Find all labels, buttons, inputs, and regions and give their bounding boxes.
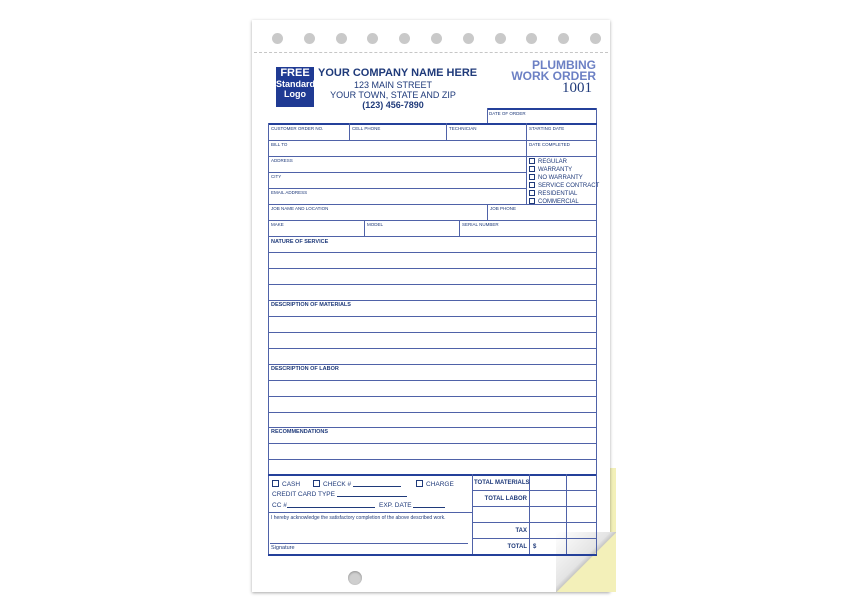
check-checkbox[interactable] [313, 480, 401, 488]
acknowledgement-text: I hereby acknowledge the satisfactory completion of the above described work. [271, 515, 446, 521]
checkbox-icon [529, 190, 535, 196]
cc-number-field[interactable] [272, 502, 375, 509]
writing-line [268, 459, 596, 460]
checkbox-icon [416, 480, 423, 487]
credit-card-type-blank [337, 496, 407, 497]
serial-label: SERIAL NUMBER [462, 222, 499, 227]
checkbox-icon [529, 182, 535, 188]
total-label: TOTAL [507, 544, 527, 550]
writing-line [268, 268, 596, 269]
credit-card-type-field[interactable] [272, 491, 407, 498]
company-phone: (123) 456-7890 [362, 100, 424, 110]
rule [349, 123, 350, 140]
job-name-label: JOB NAME AND LOCATION [271, 206, 329, 211]
writing-line [268, 316, 596, 317]
rule [364, 220, 365, 236]
rule [472, 506, 596, 507]
binding-hole [590, 33, 601, 44]
writing-line [268, 380, 596, 381]
checkbox-label: COMMERCIAL [538, 199, 579, 205]
form-title-line-1: PLUMBING [532, 58, 596, 72]
rule [268, 123, 597, 125]
date-completed-label: DATE COMPLETED [529, 142, 570, 147]
binding-hole [495, 33, 506, 44]
binding-hole [304, 33, 315, 44]
check-label: CHECK # [323, 481, 352, 488]
checkbox-label: SERVICE CONTRACT [538, 183, 600, 189]
binding-hole [272, 33, 283, 44]
perforation-line [254, 52, 608, 53]
total-materials-label: TOTAL MATERIALS [474, 480, 530, 486]
checkbox-icon [529, 166, 535, 172]
rule [487, 108, 488, 124]
binding-hole [336, 33, 347, 44]
rule [268, 512, 472, 513]
binding-hole [431, 33, 442, 44]
rule [487, 204, 488, 220]
rule [487, 108, 597, 110]
checkbox-service-contract[interactable] [529, 182, 599, 190]
rule [268, 140, 596, 141]
customer-order-label: CUSTOMER ORDER NO. [271, 126, 324, 131]
rule [472, 490, 596, 491]
logo-line-1: FREE [280, 67, 310, 79]
section-rule [268, 474, 596, 476]
checkbox-label: RESIDENTIAL [538, 191, 578, 197]
model-label: MODEL [367, 222, 384, 227]
rule [268, 188, 527, 189]
rule [446, 123, 447, 140]
rule [459, 220, 460, 236]
company-city: YOUR TOWN, STATE AND ZIP [330, 90, 456, 100]
checkbox-label: NO WARRANTY [538, 175, 583, 181]
exp-date-blank [413, 507, 445, 508]
company-logo [276, 67, 314, 107]
rule [472, 538, 596, 539]
checkbox-label: WARRANTY [538, 167, 573, 173]
email-label: EMAIL ADDRESS [271, 190, 308, 195]
charge-label: CHARGE [426, 481, 454, 488]
writing-line [268, 252, 596, 253]
exp-date-field[interactable] [379, 502, 445, 509]
checkbox-label: REGULAR [538, 159, 568, 165]
materials-heading: DESCRIPTION OF MATERIALS [271, 302, 351, 308]
rule [268, 220, 596, 221]
order-number: 1001 [562, 80, 592, 96]
date-of-order-label: DATE OF ORDER [489, 111, 526, 116]
cash-checkbox[interactable] [272, 480, 300, 488]
checkbox-icon [272, 480, 279, 487]
total-labor-label: TOTAL LABOR [484, 496, 527, 502]
rule [566, 474, 567, 554]
section-rule [268, 300, 596, 301]
writing-line [268, 348, 596, 349]
recommendations-heading: RECOMMENDATIONS [271, 429, 329, 435]
rule [268, 156, 596, 157]
cc-number-blank [287, 507, 375, 508]
rule [268, 554, 597, 556]
credit-card-type-label: CREDIT CARD TYPE [272, 491, 335, 498]
job-phone-label: JOB PHONE [490, 206, 517, 211]
starting-date-label: STARTING DATE [529, 126, 565, 131]
page-curl [556, 532, 616, 592]
cell-phone-label: CELL PHONE [352, 126, 381, 131]
charge-checkbox[interactable] [416, 480, 454, 488]
form-title [500, 60, 596, 82]
checkbox-commercial[interactable] [529, 198, 579, 206]
checkbox-icon [529, 158, 535, 164]
writing-line [268, 284, 596, 285]
writing-line [268, 396, 596, 397]
city-label: CITY [271, 174, 282, 179]
labor-heading: DESCRIPTION OF LABOR [271, 366, 339, 372]
checkbox-no-warranty[interactable] [529, 174, 583, 182]
check-number-blank [353, 486, 401, 487]
company-name: YOUR COMPANY NAME HERE [318, 67, 478, 79]
bill-to-label: BILL TO [271, 142, 288, 147]
logo-line-3: Logo [284, 89, 306, 99]
checkbox-icon [529, 198, 535, 204]
signature-line [270, 543, 468, 544]
checkbox-residential[interactable] [529, 190, 577, 198]
logo-line-2: Standard [276, 79, 316, 89]
bottom-hole [348, 571, 362, 585]
rule [268, 172, 527, 173]
company-street: 123 MAIN STREET [353, 80, 433, 90]
make-label: MAKE [271, 222, 284, 227]
nature-of-service-heading: NATURE OF SERVICE [271, 239, 329, 245]
writing-line [268, 332, 596, 333]
section-rule [268, 364, 596, 365]
tax-label: TAX [515, 528, 527, 534]
writing-line [268, 412, 596, 413]
checkbox-icon [529, 174, 535, 180]
checkbox-icon [313, 480, 320, 487]
section-rule [268, 427, 596, 428]
writing-line [268, 443, 596, 444]
rule [529, 474, 530, 554]
rule [526, 123, 527, 204]
rule [268, 236, 596, 237]
cash-label: CASH [282, 481, 301, 488]
checkbox-regular[interactable] [529, 158, 567, 166]
form-title-line-2: WORK ORDER [511, 69, 596, 83]
address-label: ADDRESS [271, 158, 293, 163]
exp-date-label: EXP. DATE [379, 502, 412, 509]
technician-label: TECHNICIAN [449, 126, 477, 131]
binding-hole [463, 33, 474, 44]
signature-label: Signature [271, 545, 295, 551]
company-block [318, 67, 478, 110]
cc-number-label: CC # [272, 502, 287, 509]
currency-symbol: $ [533, 544, 537, 550]
checkbox-warranty[interactable] [529, 166, 572, 174]
rule [472, 474, 473, 554]
rule [472, 522, 596, 523]
rule [596, 108, 597, 554]
